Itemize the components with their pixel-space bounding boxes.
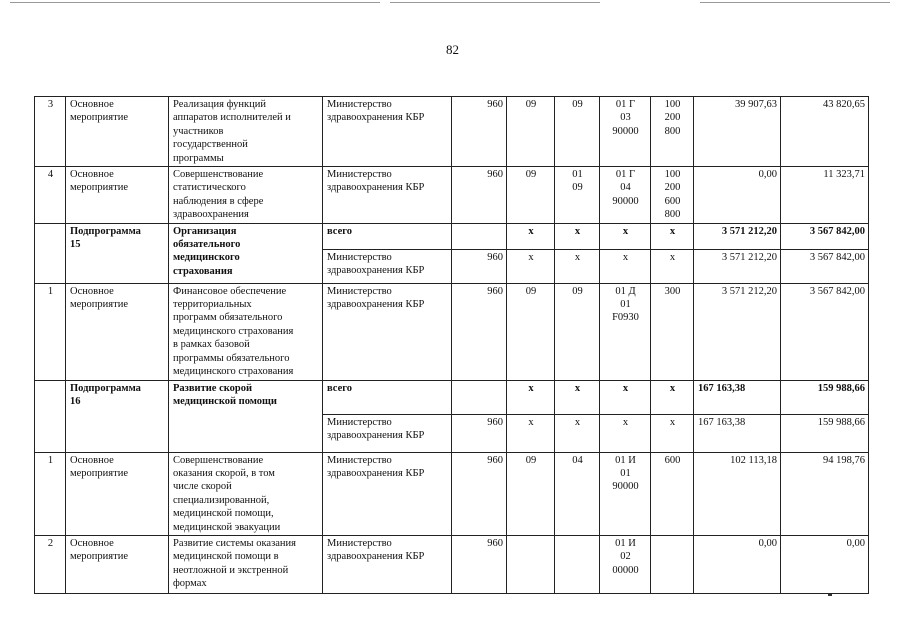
cell-executor: Министерство здравоохранения КБР bbox=[323, 249, 452, 283]
cell-vr: 600 bbox=[651, 452, 694, 535]
table-row bbox=[35, 283, 869, 380]
cell-type: Основное мероприятие bbox=[66, 452, 169, 535]
cell-num bbox=[35, 223, 66, 283]
cell-vr: 100 200 600 800 bbox=[651, 167, 694, 224]
cell-csr: 01 Г 04 90000 bbox=[600, 167, 651, 224]
cell-type: Основное мероприятие bbox=[66, 167, 169, 224]
cell-name: Совершенствование статистического наблюдения в сфере здравоохранения bbox=[169, 167, 323, 224]
cell-subprogram-name: Развитие скорой медицинской помощи bbox=[169, 380, 323, 452]
cell-year1: 102 113,18 bbox=[694, 452, 781, 535]
top-scan-line bbox=[390, 2, 600, 3]
cell-csr: x bbox=[600, 380, 651, 414]
program-finance-table bbox=[34, 96, 869, 594]
cell-pr: x bbox=[555, 414, 600, 452]
cell-year2: 94 198,76 bbox=[781, 452, 869, 535]
cell-pr: 04 bbox=[555, 452, 600, 535]
cell-vr bbox=[651, 535, 694, 593]
cell-year2: 11 323,71 bbox=[781, 167, 869, 224]
cell-name: Совершенствование оказания скорой, в том числе скорой специализированной, медицинской помощи, медицинской эвакуации bbox=[169, 452, 323, 535]
cell-name: Реализация функций аппаратов исполнителей и участников государственной программы bbox=[169, 97, 323, 167]
cell-year2: 3 567 842,00 bbox=[781, 283, 869, 380]
cell-executor: Министерство здравоохранения КБР bbox=[323, 97, 452, 167]
cell-grbs: 960 bbox=[452, 535, 507, 593]
cell-csr: x bbox=[600, 223, 651, 249]
cell-year1: 167 163,38 bbox=[694, 414, 781, 452]
cell-vr: x bbox=[651, 249, 694, 283]
cell-name: Финансовое обеспечение территориальных программ обязательного медицинского страхования в рамках базовой программы обязательного медицинского страхования bbox=[169, 283, 323, 380]
page-number: 82 bbox=[446, 42, 459, 57]
cell-type: Основное мероприятие bbox=[66, 97, 169, 167]
cell-year1: 39 907,63 bbox=[694, 97, 781, 167]
cell-num: 3 bbox=[35, 97, 66, 167]
cell-num: 1 bbox=[35, 283, 66, 380]
cell-vr: x bbox=[651, 414, 694, 452]
cell-rz: 09 bbox=[507, 452, 555, 535]
cell-type: Основное мероприятие bbox=[66, 535, 169, 593]
top-scan-line bbox=[700, 2, 890, 3]
cell-year1: 0,00 bbox=[694, 535, 781, 593]
cell-csr: 01 Д 01 F0930 bbox=[600, 283, 651, 380]
cell-year1: 3 571 212,20 bbox=[694, 283, 781, 380]
table-row bbox=[35, 452, 869, 535]
cell-year2: 159 988,66 bbox=[781, 414, 869, 452]
subprogram-total-row bbox=[35, 223, 869, 249]
subprogram-total-row bbox=[35, 380, 869, 414]
cell-grbs bbox=[452, 223, 507, 249]
cell-vr: 300 bbox=[651, 283, 694, 380]
cell-grbs: 960 bbox=[452, 452, 507, 535]
cell-grbs: 960 bbox=[452, 283, 507, 380]
cell-rz: 09 bbox=[507, 97, 555, 167]
cell-year2: 0,00 bbox=[781, 535, 869, 593]
cell-type: Основное мероприятие bbox=[66, 283, 169, 380]
cell-year2: 3 567 842,00 bbox=[781, 223, 869, 249]
cell-rz: x bbox=[507, 380, 555, 414]
cell-pr: 09 bbox=[555, 283, 600, 380]
cell-pr: x bbox=[555, 223, 600, 249]
cell-rz: 09 bbox=[507, 167, 555, 224]
cell-grbs bbox=[452, 380, 507, 414]
cell-csr: 01 И 02 00000 bbox=[600, 535, 651, 593]
cell-num: 1 bbox=[35, 452, 66, 535]
cell-grbs: 960 bbox=[452, 414, 507, 452]
cell-rz: x bbox=[507, 223, 555, 249]
cell-executor: Министерство здравоохранения КБР bbox=[323, 452, 452, 535]
cell-pr: 09 bbox=[555, 97, 600, 167]
cell-subprogram: Подпрограмма 16 bbox=[66, 380, 169, 452]
cell-csr: 01 Г 03 90000 bbox=[600, 97, 651, 167]
cell-vr: 100 200 800 bbox=[651, 97, 694, 167]
cell-pr: x bbox=[555, 380, 600, 414]
table-row bbox=[35, 97, 869, 167]
cell-executor: Министерство здравоохранения КБР bbox=[323, 283, 452, 380]
cell-year2: 159 988,66 bbox=[781, 380, 869, 414]
cell-pr: x bbox=[555, 249, 600, 283]
cell-rz: x bbox=[507, 414, 555, 452]
cell-subprogram: Подпрограмма 15 bbox=[66, 223, 169, 283]
cell-grbs: 960 bbox=[452, 249, 507, 283]
cell-csr: 01 И 01 90000 bbox=[600, 452, 651, 535]
cell-year1: 0,00 bbox=[694, 167, 781, 224]
cell-rz: x bbox=[507, 249, 555, 283]
cell-num: 4 bbox=[35, 167, 66, 224]
cell-executor: Министерство здравоохранения КБР bbox=[323, 414, 452, 452]
cell-rz: 09 bbox=[507, 283, 555, 380]
cell-pr bbox=[555, 535, 600, 593]
cell-num: 2 bbox=[35, 535, 66, 593]
cell-vr: x bbox=[651, 223, 694, 249]
cell-pr: 01 09 bbox=[555, 167, 600, 224]
cell-name: Развитие системы оказания медицинской помощи в неотложной и экстренной формах bbox=[169, 535, 323, 593]
cell-year1: 3 571 212,20 bbox=[694, 223, 781, 249]
cell-grbs: 960 bbox=[452, 167, 507, 224]
cell-year1: 167 163,38 bbox=[694, 380, 781, 414]
cell-executor: Министерство здравоохранения КБР bbox=[323, 167, 452, 224]
cell-rz bbox=[507, 535, 555, 593]
cell-executor: всего bbox=[323, 380, 452, 414]
top-scan-line bbox=[10, 2, 380, 3]
cell-vr: x bbox=[651, 380, 694, 414]
table-row bbox=[35, 167, 869, 224]
cell-year1: 3 571 212,20 bbox=[694, 249, 781, 283]
cell-csr: x bbox=[600, 249, 651, 283]
scan-mark bbox=[828, 594, 832, 596]
cell-year2: 43 820,65 bbox=[781, 97, 869, 167]
cell-year2: 3 567 842,00 bbox=[781, 249, 869, 283]
cell-executor: всего bbox=[323, 223, 452, 249]
cell-executor: Министерство здравоохранения КБР bbox=[323, 535, 452, 593]
cell-subprogram-name: Организация обязательного медицинского страхования bbox=[169, 223, 323, 283]
cell-grbs: 960 bbox=[452, 97, 507, 167]
table-row bbox=[35, 535, 869, 593]
cell-csr: x bbox=[600, 414, 651, 452]
cell-num bbox=[35, 380, 66, 452]
